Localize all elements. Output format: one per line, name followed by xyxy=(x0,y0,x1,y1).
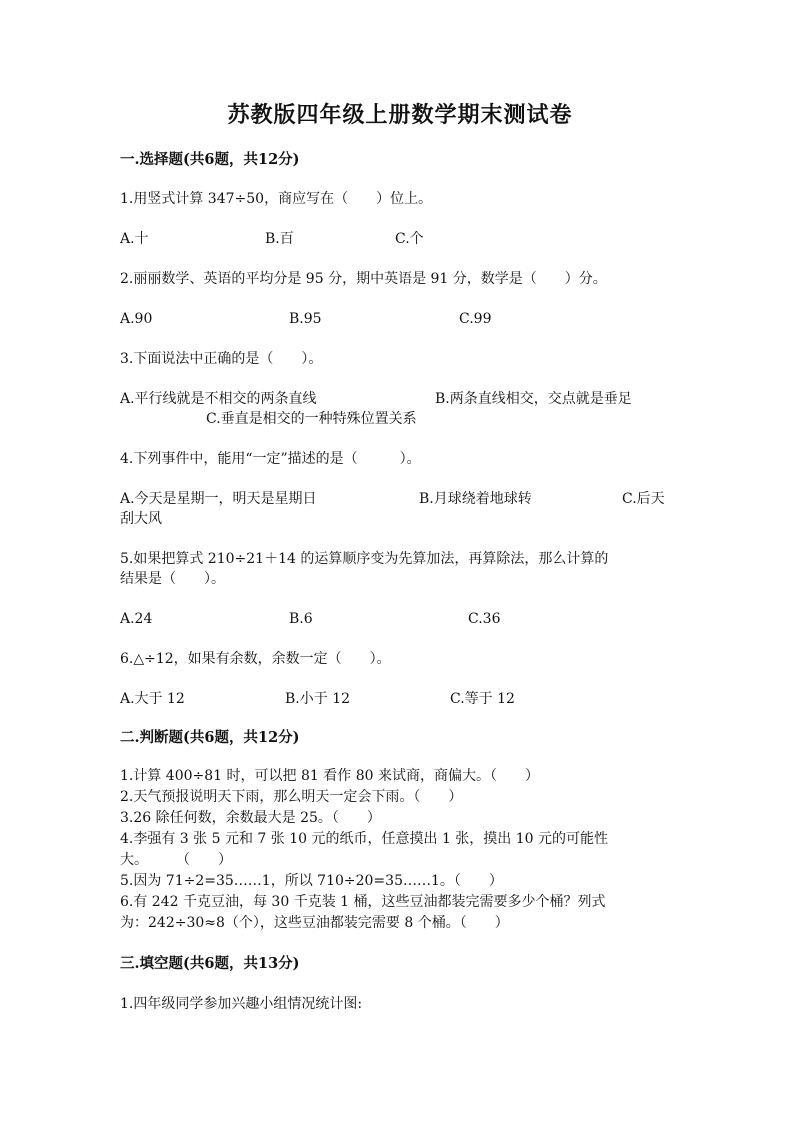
option-text: C.等于 12 xyxy=(450,691,515,707)
section-heading-choice: 一.选择题(共6题，共12分) xyxy=(120,151,300,168)
option-text: C.个 xyxy=(395,231,424,247)
question-text-continued: 结果是（ ）。 xyxy=(120,571,225,587)
judge-item: 2.天气预报说明天下雨，那么明天一定会下雨。（ ） xyxy=(120,789,463,805)
option-text: A.大于 12 xyxy=(120,691,185,707)
option-text: B.6 xyxy=(289,611,313,627)
fill-item: 1.四年级同学参加兴趣小组情况统计图: xyxy=(120,996,363,1012)
judge-item: 3.26 除任何数，余数最大是 25。（ ） xyxy=(120,810,381,826)
option-text: A.今天是星期一，明天是星期日 xyxy=(120,491,317,507)
judge-item-continued: 大。 （ ） xyxy=(120,852,232,868)
option-text: A.平行线就是不相交的两条直线 xyxy=(120,391,317,407)
option-text: B.百 xyxy=(265,231,294,247)
judge-item: 1.计算 400÷81 时，可以把 81 看作 80 来试商，商偏大。（ ） xyxy=(120,768,539,784)
question-text: 6.△÷12，如果有余数，余数一定（ ）。 xyxy=(120,651,391,667)
option-text: C.36 xyxy=(468,611,501,627)
page-title: 苏教版四年级上册数学期末测试卷 xyxy=(227,102,573,128)
judge-item-continued: 为：242÷30≈8（个），这些豆油都装完需要 8 个桶。（ ） xyxy=(120,915,509,931)
option-text: C.后天 xyxy=(622,491,665,507)
section-heading-fill: 三.填空题(共6题，共13分) xyxy=(120,955,300,972)
judge-item: 4.李强有 3 张 5 元和 7 张 10 元的纸币，任意摸出 1 张，摸出 10 元的可能性 xyxy=(120,831,609,847)
option-text-continued: 刮大风 xyxy=(120,511,162,527)
option-text: A.十 xyxy=(120,231,149,247)
section-heading-judge: 二.判断题(共6题，共12分) xyxy=(120,729,300,746)
option-text: B.95 xyxy=(289,311,322,327)
question-text: 2.丽丽数学、英语的平均分是 95 分，期中英语是 91 分，数学是（ ）分。 xyxy=(120,271,607,287)
option-text: A.24 xyxy=(120,611,153,627)
judge-item: 5.因为 71÷2=35……1，所以 710÷20=35……1。（ ） xyxy=(120,873,503,889)
option-text: B.两条直线相交，交点就是垂足 xyxy=(435,391,632,407)
question-text: 5.如果把算式 210÷21＋14 的运算顺序变为先算加法，再算除法，那么计算的 xyxy=(120,551,609,567)
question-text: 3.下面说法中正确的是（ ）。 xyxy=(120,351,323,367)
judge-item: 6.有 242 千克豆油，每 30 千克装 1 桶，这些豆油都装完需要多少个桶？列式 xyxy=(120,894,606,910)
option-text: B.小于 12 xyxy=(285,691,351,707)
option-text: A.90 xyxy=(120,311,153,327)
option-text: B.月球绕着地球转 xyxy=(419,491,532,507)
question-text: 4.下列事件中，能用“一定”描述的是（ ）。 xyxy=(120,451,421,467)
question-text: 1.用竖式计算 347÷50，商应写在（ ）位上。 xyxy=(120,191,433,207)
option-text: C.垂直是相交的一种特殊位置关系 xyxy=(206,411,417,427)
option-text: C.99 xyxy=(459,311,492,327)
